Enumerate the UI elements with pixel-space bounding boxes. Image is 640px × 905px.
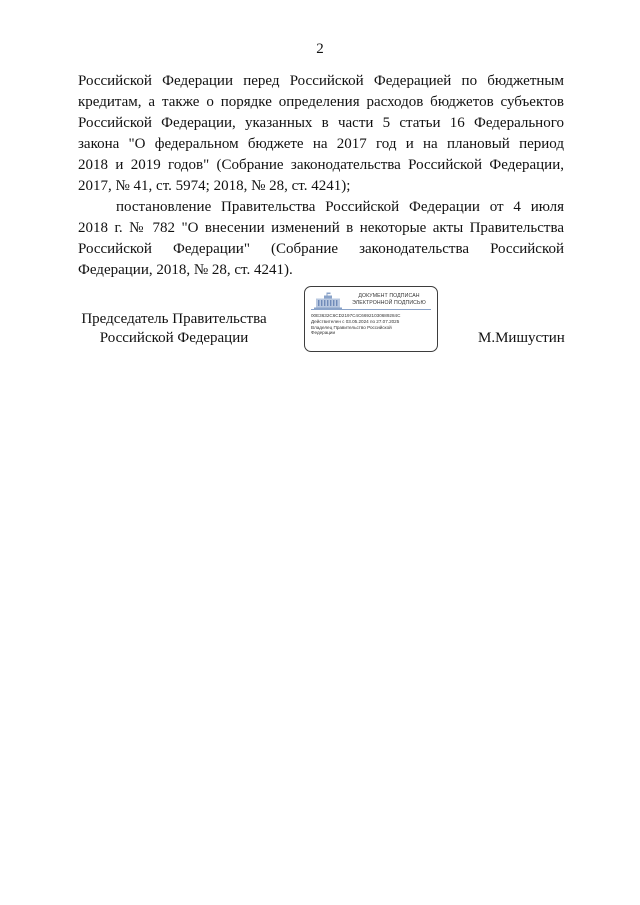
signer-title-line: Председатель Правительства — [81, 311, 267, 327]
text-line: Российской Федерации перед Российской Федерацией по бюджетным — [78, 73, 564, 89]
text-line: кредитам, а также о порядке определения расходов бюджетов субъектов — [78, 94, 564, 110]
signer-title-line: Российской Федерации — [99, 330, 249, 346]
text-line: Федерации, 2018, № 28, ст. 4241). — [78, 262, 293, 278]
paragraph-1 — [78, 71, 564, 197]
text-line: Российской Федерации, указанных в части 5 статьи 16 Федерального — [78, 115, 564, 131]
signer-name: М.Мишустин — [478, 330, 565, 346]
text-line: 2017, № 41, ст. 5974; 2018, № 28, ст. 4241); — [78, 178, 351, 194]
page-number: 2 — [316, 41, 324, 57]
stamp-title — [345, 293, 433, 306]
text-line: Российской Федерации" (Собрание законодательства Российской — [78, 241, 564, 257]
certificate-number: 00E3632C6CD2197C4C66921030689284C — [311, 313, 401, 318]
stamp-title-line: ЭЛЕКТРОННОЙ ПОДПИСЬЮ — [352, 299, 426, 306]
stamp-details — [311, 313, 435, 336]
document-body — [78, 71, 564, 281]
text-line: 2018 и 2019 годов" (Собрание законодательства Российской Федерации, — [78, 157, 564, 173]
paragraph-2 — [78, 197, 564, 281]
text-line: постановление Правительства Российской Федерации от 4 июля — [116, 199, 564, 215]
stamp-divider — [311, 309, 431, 310]
text-line: 2018 г. № 782 "О внесении изменений в некоторые акты Правительства — [78, 220, 564, 236]
electronic-signature-stamp — [304, 286, 438, 352]
signer-title — [74, 310, 274, 348]
certificate-owner: Федерации — [311, 330, 336, 336]
text-line: закона "О федеральном бюджете на 2017 год и на плановый период — [78, 136, 564, 152]
stamp-title-line: ДОКУМЕНТ ПОДПИСАН — [358, 293, 420, 299]
certificate-owner: Владелец Правительство Российской — [311, 324, 392, 330]
government-building-icon — [313, 292, 343, 310]
certificate-validity: Действителен с 03.05.2024 по 27.07.2025 — [311, 318, 400, 324]
